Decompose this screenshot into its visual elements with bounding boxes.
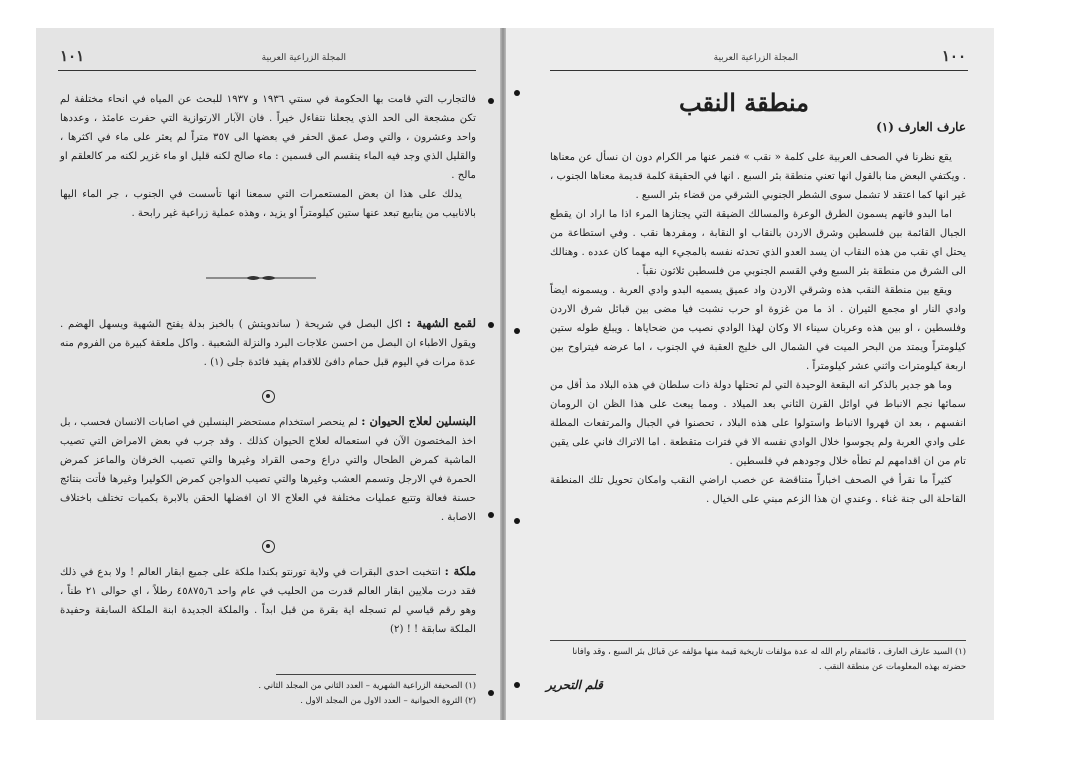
intro-text xyxy=(60,90,476,223)
rosette-icon xyxy=(262,540,275,553)
editor-signature: قلم التحرير xyxy=(546,678,603,692)
item-heading: ملكة : xyxy=(444,564,476,578)
item-queen-cow xyxy=(60,562,476,639)
binding-hole xyxy=(514,518,520,524)
item-appetite xyxy=(60,314,476,372)
item-body: اكل البصل في شريحة ( ساندويتش ) بالخبز بدلة يفتح الشهية ويسهل الهضم . ويقول الاطباء ان البصل من احسن علاجات البرد والنزلة الشعبية . واكل ملعقة كبيرة من الفروم منه عدة مرات في اليوم قبل حمام دافئ للاقدام يفيد فائدة جلى (١) . xyxy=(60,319,476,368)
journal-title: المجلة الزراعية العربية xyxy=(713,53,798,63)
footnotes xyxy=(60,678,476,708)
item-penicillin xyxy=(60,412,476,527)
binding-hole xyxy=(488,322,494,328)
binding-hole xyxy=(488,98,494,104)
book-spread xyxy=(36,28,994,720)
footnote: (٢) الثروة الحيوانية – العدد الاول من المجلد الاول . xyxy=(300,695,476,705)
author: عارف العارف (١) xyxy=(876,120,966,134)
item-body: انتخبت احدى البقرات في ولاية تورنتو بكندا ملكة على جميع ابقار العالم ! ولا بدع في ذلك فقد درت ملايين ابقار العالم قدرت من الحليب في عام واحد ٤٥٨٧٥٫٦ رطلاً ، اي حوالى ٢١ طناً ، وهو رقم قياسي لم تسجله اية بقرة من قبل ابداً . والملكة الجديدة ابنة الملكة السابقة وحفيدة الملكة سابقة ! ! (٢) xyxy=(60,567,476,635)
page-number: ١٠١ xyxy=(60,47,85,65)
running-header xyxy=(58,47,476,71)
ornament-divider xyxy=(206,274,316,282)
footnote-rule xyxy=(550,640,966,641)
footnote: (١) السيد عارف العارف ، قائمقام رام الله له عدة مؤلفات تاريخية قيمة منها مؤلفه عن قبائل بئر السبع ، وقد وافانا حضرته بهذه المعلومات عن منطقة النقب . xyxy=(572,646,966,671)
page-101 xyxy=(36,28,500,720)
item-heading: البنسلين لعلاج الحيوان : xyxy=(361,414,476,428)
item-body: لم ينحصر استخدام مستحضر البنسلين في اصابات الانسان فحسب ، بل اخذ المختصون الآن في استعماله لعلاج الحيوان كذلك . وقد جرب في بعض الامراض التي تصيب الماشية كمرض الطحال والتي دراع وحمى القراد وغيرها والتي تصيب الخرفان والماعز كمرض الحمرة في الارجل وتسمم العشب وغيرها والتي تصيب الدواجن كمرض الكوليرا وغيرها فأتت بنتائج حسنة فعالة وتتبع عمليات مختلفة في العلاج الا ان افضلها الحقن بالابرة بكميات تختلف باختلاف الاصابة . xyxy=(60,417,476,523)
paragraph: ويقع بين منطقة النقب هذه وشرقي الاردن واد عميق يسميه البدو وادي العربة . ويسمونه ايضاً وادي النار او مجمع الثيران . اذ ما من غزوة او حرب نشبت فيا مضى بين قبائل شرق الاردن وفلسطين ، او بين هذه وعربان سيناء الا وكان لهذا الوادي نصيب من ضحاياها . ويبلغ طوله ستين كيلومتراً ويمتد من البحر الميت في الشمال الى خليج العقبة في الجنوب ، اما عرضه فيتراوح بين اربعة كيلومترات واثني عشر كيلومتراً . xyxy=(550,285,966,372)
binding-hole xyxy=(488,690,494,696)
binding-hole xyxy=(514,90,520,96)
article-title: منطقة النقب xyxy=(678,88,810,117)
paragraph: كثيراً ما نقرأ في الصحف اخباراً متناقضة عن خصب اراضي النقب وامكان تحويل تلك المنطقة القاحلة الى جنة غناء . وعندي ان هذا الزعم مبني على الخيال . xyxy=(550,475,966,505)
paragraph: يقع نظرنا في الصحف العربية على كلمة « نقب » فنمر عنها مر الكرام دون ان نسأل عن معناها . ويكتفي البعض منا بالقول انها تعني منطقة بئر السبع . انها في الحقيقة كلمة قديمة معناها الجنوب ، غير انها كما اعتقد لا تشمل سوى الشطر الجنوبي الشرقي من قضاء بئر السبع . xyxy=(549,152,966,201)
paragraph: يدلك على هذا ان بعض المستعمرات التي سمعنا انها تأسست في الجنوب ، جر الماء اليها بالانابيب من ينابيع تبعد عنها ستين كيلومتراً او يزيد ، وهذه عملية زراعية غير رابحة . xyxy=(60,189,476,219)
paragraph: وما هو جدير بالذكر انه البقعة الوحيدة التي لم تحتلها دولة ذات سلطان في هذه البلاد مذ أقل من سمائها نجم الانباط في اوائل القرن الثاني بعد الميلاد . ومما يبعث على هذا الظن ان الرومان انفسهم ، بعد ان قهروا الانباط واستولوا على هذه البلاد ، تحصنوا في الجبال والمرتفعات المطلة على وادي العربة ولم يجوسوا خلال الوادي نفسه الا في فترات متقطعة . اما الاتراك فاني على يقين تام من ان اقدامهم لم تطأه خلال وجودهم في فلسطين . xyxy=(550,380,966,467)
page-number: ١٠٠ xyxy=(941,47,966,65)
article-body xyxy=(550,148,966,509)
rosette-icon xyxy=(262,390,275,403)
running-header xyxy=(550,47,968,71)
paragraph: فالتجارب التي قامت بها الحكومة في سنتي ١٩٣٦ و ١٩٣٧ للبحث عن المياه في انحاء مختلفة لم تكن مشجعة الى الحد الذي يجعلنا نتفاءل خيراً . فان الآبار الارتوازية التي حفرت عامئذ ، وعددها واحد وعشرون ، والتي وصل عمق الحفر في بعضها الى ٣٥٧ متراً لم يعثر على ماء في اكثرها ، والقليل الذي وجد فيه الماء ينقسم الى قسمين : ماء صالح لكنه قليل او ماء غزير لكنه مر كالعلقم او مالح . xyxy=(60,94,476,181)
binding-hole xyxy=(514,328,520,334)
journal-title: المجلة الزراعية العربية xyxy=(261,53,346,63)
binding-hole xyxy=(514,682,520,688)
footnote: (١) الصحيفة الزراعية الشهرية – العدد الثاني من المجلد الثاني . xyxy=(258,680,476,690)
footnote-rule xyxy=(276,674,476,675)
item-heading: لقمع الشهية : xyxy=(406,316,476,330)
binding-hole xyxy=(488,512,494,518)
page-100 xyxy=(506,28,994,720)
paragraph: اما البدو فانهم يسمون الطرق الوعرة والمسالك الضيقة التي يجتازها المرء اذا ما اراد ان يقطع الجبال القائمة بين فلسطين وشرق الاردن بالنقاب او النقابة ، ومفردها نقب . وفي استطاعة من يحتل اي نقب من هذه النقاب ان يسد العدو الذي تحدثه نفسه بالمجيء اليه مهما كان عدده . وهنالك الى الشرق من منطقة بئر السبع وفي القسم الجنوبي من فلسطين ثلاثون نقباً . xyxy=(550,209,966,277)
